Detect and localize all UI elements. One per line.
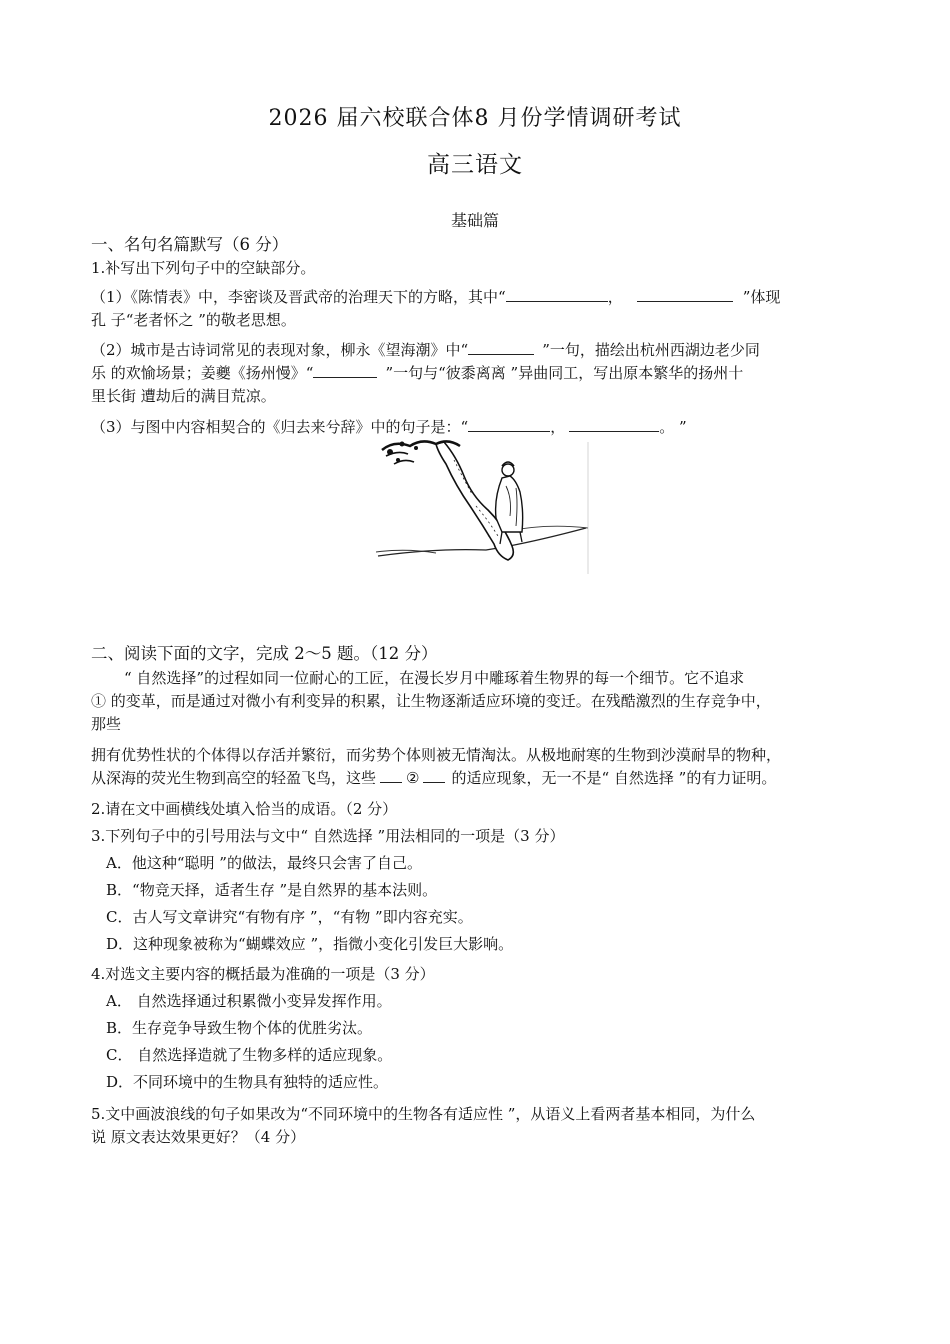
q1-2-line1 — [91, 339, 760, 360]
q3: 3.下列句子中的引号用法与文中“ 自然选择 ”用法相同的一项是（3 分） — [91, 827, 565, 845]
q1-2-text-c: 乐 的欢愉场景；姜夔《扬州慢》“ — [91, 364, 314, 382]
section-label: 基础篇 — [450, 211, 499, 230]
q1-1-text-c: ”体现 — [742, 288, 781, 306]
q3-option-d[interactable]: D．这种现象被称为“蝴蝶效应 ”，指微小变化引发巨大影响。 — [106, 935, 514, 953]
blank-2-right[interactable] — [423, 768, 445, 783]
q1-1-text-a: （1）《陈情表》中，李密谈及晋武帝的治理天下的方略，其中“ — [91, 288, 506, 306]
q1-3-text-b: ， — [550, 418, 566, 436]
q3-option-a[interactable]: A．他这种“聪明 ”的做法，最终只会害了自己。 — [106, 854, 422, 872]
passage-line-2: ① 的变革，而是通过对微小有利变异的积累，让生物逐渐适应环境的变迁。在残酷激烈的生存竞争中， — [91, 692, 771, 710]
q1-2-blank-1[interactable] — [468, 340, 534, 355]
q1-2-blank-2[interactable] — [313, 363, 377, 378]
q1-2-text-a: （2）城市是古诗词常见的表现对象，柳永《望海潮》中“ — [91, 341, 469, 359]
q1-1-line1 — [91, 286, 780, 307]
q1-2-line3: 里长街 遭劫后的满目荒凉。 — [91, 387, 276, 405]
ink-drawing-man-under-tree-icon — [376, 436, 590, 578]
exam-title: 2026 届六校联合体8 月份学情调研考试 — [268, 106, 682, 131]
exam-subtitle: 高三语文 — [427, 152, 523, 178]
passage-line-5-b: 的适应现象，无一不是“ 自然选择 ”的有力证明。 — [451, 769, 777, 787]
passage-line-5 — [91, 767, 776, 788]
blank-2-left[interactable] — [380, 768, 402, 783]
q1-2-text-b: ”一句，描绘出杭州西湖边老少同 — [542, 341, 760, 359]
part2-heading: 二、阅读下面的文字，完成 2～5 题。（12 分） — [91, 644, 438, 663]
q1-3-blank-1[interactable] — [468, 417, 550, 432]
passage-line-5-a: 从深海的荧光生物到高空的轻盈飞鸟，这些 — [91, 769, 377, 787]
q1-1-blank-1[interactable] — [506, 287, 608, 302]
q1-3-line — [91, 416, 687, 437]
q4-option-a[interactable]: A． 自然选择通过积累微小变异发挥作用。 — [106, 992, 392, 1010]
passage-line-4: 拥有优势性状的个体得以存活并繁衍，而劣势个体则被无情淘汰。从极地耐寒的生物到沙漠耐旱的物种， — [91, 746, 782, 764]
q1-1-line2: 孔 子“老者怀之 ”的敬老思想。 — [91, 311, 296, 329]
blank-2-mark: ② — [406, 769, 420, 787]
q1-1-blank-2[interactable] — [637, 287, 733, 302]
q4-option-d[interactable]: D．不同环境中的生物具有独特的适应性。 — [106, 1073, 389, 1091]
q5-line-1: 5.文中画波浪线的句子如果改为“不同环境中的生物各有适应性 ”，从语义上看两者基本相同，为什么 — [91, 1105, 756, 1123]
q1-1-text-b: ， — [607, 288, 623, 306]
q5-line-2: 说 原文表达效果更好？（4 分） — [91, 1128, 306, 1146]
passage-line-1: “ 自然选择”的过程如同一位耐心的工匠，在漫长岁月中雕琢着生物界的每一个细节。它不追求 — [124, 669, 745, 687]
passage-line-3: 那些 — [91, 715, 122, 733]
q1-3-text-a: （3）与图中内容相契合的《归去来兮辞》中的句子是：“ — [91, 418, 469, 436]
q3-option-b[interactable]: B．“物竞天择，适者生存 ”是自然界的基本法则。 — [106, 881, 438, 899]
q1-3-text-c: 。 ” — [659, 418, 687, 436]
q1-2-line2 — [91, 362, 743, 383]
q4-option-c[interactable]: C． 自然选择造就了生物多样的适应现象。 — [106, 1046, 393, 1064]
q1-3-blank-2[interactable] — [569, 417, 659, 432]
q4: 4.对选文主要内容的概括最为准确的一项是（3 分） — [91, 965, 435, 983]
q4-option-b[interactable]: B．生存竞争导致生物个体的优胜劣汰。 — [106, 1019, 373, 1037]
q1-2-text-d: ”一句与“彼黍离离 ”异曲同工，写出原本繁华的扬州十 — [385, 364, 744, 382]
q1-intro: 1.补写出下列句子中的空缺部分。 — [91, 259, 316, 277]
part1-heading: 一、名句名篇默写（6 分） — [91, 235, 289, 254]
q2: 2.请在文中画横线处填入恰当的成语。（2 分） — [91, 800, 398, 818]
q3-option-c[interactable]: C．古人写文章讲究“有物有序 ”，“有物 ”即内容充实。 — [106, 908, 473, 926]
